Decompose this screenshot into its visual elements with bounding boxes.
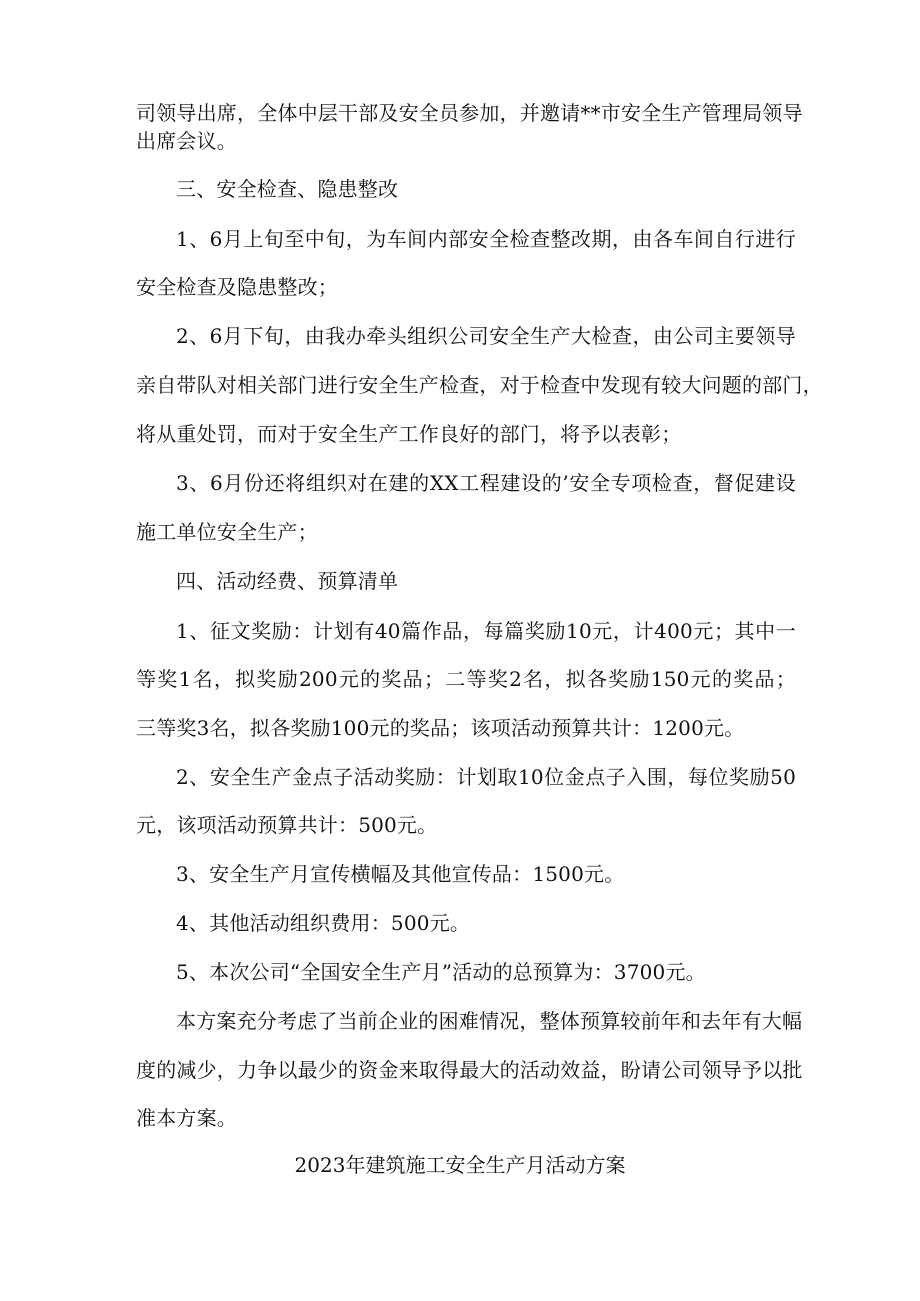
paragraph-line: 准本方案。 [136, 1106, 237, 1130]
paragraph-line: 等奖1名，拟奖励200元的奖品；二等奖2名，拟各奖励150元的奖品； [136, 667, 796, 691]
paragraph-line: 三等奖3名，拟各奖励100元的奖品；该项活动预算共计：1200元。 [136, 716, 745, 740]
section-heading: 三、安全检查、隐患整改 [176, 177, 399, 201]
paragraph-line: 本方案充分考虑了当前企业的困难情况，整体预算较前年和去年有大幅 [176, 1009, 803, 1033]
document-title: 2023年建筑施工安全生产月活动方案 [294, 1153, 626, 1177]
paragraph-line: 2、6月下旬，由我办牵头组织公司安全生产大检查，由公司主要领导 [176, 324, 796, 348]
paragraph-line: 5、本次公司“全国安全生产月”活动的总预算为：3700元。 [176, 960, 706, 984]
paragraph-line: 4、其他活动组织费用：500元。 [176, 911, 471, 935]
paragraph-line: 3、安全生产月宣传横幅及其他宣传品：1500元。 [176, 862, 625, 886]
paragraph-line: 安全检查及隐患整改； [136, 275, 338, 299]
paragraph-line: 出席会议。 [136, 129, 237, 153]
paragraph-line: 2、安全生产金点子活动奖励：计划取10位金点子入围，每位奖励50 [176, 765, 796, 789]
paragraph-line: 元，该项活动预算共计：500元。 [136, 813, 438, 837]
paragraph-line: 司领导出席，全体中层干部及安全员参加，并邀请**市安全生产管理局领导 [136, 101, 803, 125]
paragraph-line: 将从重处罚，而对于安全生产工作良好的部门，将予以表彰； [136, 422, 682, 446]
section-heading: 四、活动经费、预算清单 [176, 569, 399, 593]
paragraph-line: 施工单位安全生产； [136, 520, 318, 544]
paragraph-line: 1、6月上旬至中旬，为车间内部安全检查整改期，由各车间自行进行 [176, 227, 796, 251]
paragraph-line: 度的减少，力争以最少的资金来取得最大的活动效益，盼请公司领导予以批 [136, 1058, 803, 1082]
paragraph-line: 3、6月份还将组织对在建的XX工程建设的’安全专项检查，督促建设 [176, 471, 796, 495]
paragraph-line: 亲自带队对相关部门进行安全生产检查，对于检查中发现有较大问题的部门， [136, 373, 823, 397]
paragraph-line: 1、征文奖励：计划有40篇作品，每篇奖励10元，计400元；其中一 [176, 619, 796, 643]
